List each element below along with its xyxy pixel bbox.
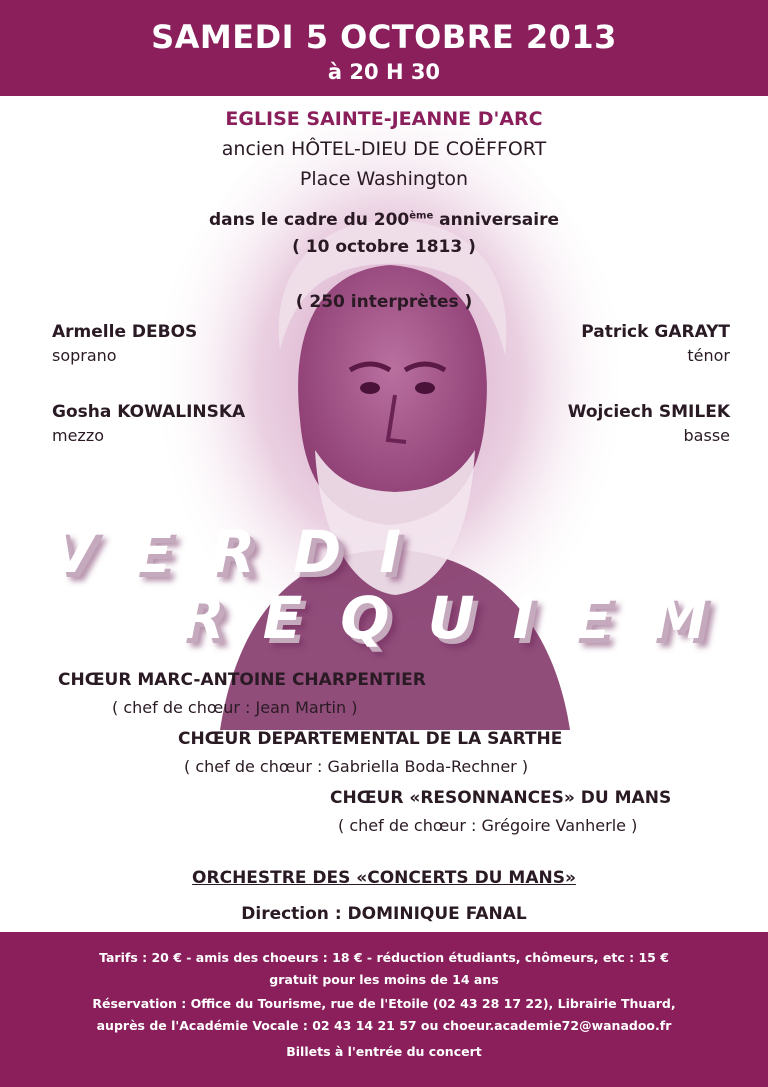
soloist-soprano <box>52 322 197 365</box>
anniversary-date: ( 10 octobre 1813 ) <box>292 237 476 257</box>
reservation-line-2: auprès de l'Académie Vocale : 02 43 14 21 57 ou choeur.academie72@wanadoo.fr <box>96 1018 672 1033</box>
choir-charpentier <box>58 670 426 717</box>
choir-name: CHŒUR «RESONNANCES» DU MANS <box>330 788 672 808</box>
soloist-bass <box>568 402 730 445</box>
choir-name: CHŒUR MARC-ANTOINE CHARPENTIER <box>58 670 426 690</box>
soloist-role: ténor <box>687 346 730 365</box>
choir-director: ( chef de chœur : Jean Martin ) <box>112 698 358 717</box>
concert-time: à 20 H 30 <box>327 60 441 84</box>
soloist-tenor <box>581 322 730 365</box>
ticket-prices: Tarifs : 20 € - amis des choeurs : 18 € - réduction étudiants, chômeurs, etc : 15 € <box>99 950 669 965</box>
concert-date: SAMEDI 5 OCTOBRE 2013 <box>151 18 617 56</box>
reservation-line-1: Réservation : Office du Tourisme, rue de l'Etoile (02 43 28 17 22), Librairie Thuard, <box>92 996 676 1011</box>
choir-sarthe <box>178 729 562 776</box>
free-admission: gratuit pour les moins de 14 ans <box>269 972 499 987</box>
soloist-name: Armelle DEBOS <box>52 322 198 342</box>
soloist-name: Patrick GARAYT <box>581 322 730 342</box>
choir-director: ( chef de chœur : Grégoire Vanherle ) <box>338 816 638 835</box>
performers-count: ( 250 interprètes ) <box>295 292 473 312</box>
soloist-name: Wojciech SMILEK <box>567 402 730 422</box>
soloist-role: soprano <box>52 346 117 365</box>
choir-name: CHŒUR DEPARTEMENTAL DE LA SARTHE <box>178 729 563 749</box>
anniversary-prefix: dans le cadre du 200 <box>208 210 410 230</box>
soloist-role: mezzo <box>52 426 105 445</box>
anniversary-superscript: ème <box>409 210 434 222</box>
title-verdi: VERDI <box>50 518 439 586</box>
venue-address: Place Washington <box>299 168 469 190</box>
anniversary-line <box>0 210 768 230</box>
footer-banner <box>0 932 768 1087</box>
soloist-mezzo <box>52 402 245 445</box>
venue-former-name: ancien HÔTEL-DIEU DE COËFFORT <box>221 138 547 160</box>
orchestra-name: ORCHESTRE DES «CONCERTS DU MANS» <box>192 868 576 888</box>
conductor: Direction : DOMINIQUE FANAL <box>241 904 527 924</box>
soloist-name: Gosha KOWALINSKA <box>52 402 246 422</box>
choir-director: ( chef de chœur : Gabriella Boda-Rechner ) <box>184 757 529 776</box>
anniversary-suffix: anniversaire <box>433 210 559 230</box>
title-requiem: REQUIEM <box>180 584 746 652</box>
venue-name: EGLISE SAINTE-JEANNE D'ARC <box>225 108 543 130</box>
soloist-role: basse <box>683 426 730 445</box>
tickets-at-door: Billets à l'entrée du concert <box>286 1044 482 1059</box>
header-banner <box>0 0 768 96</box>
choir-resonnances <box>330 788 671 835</box>
